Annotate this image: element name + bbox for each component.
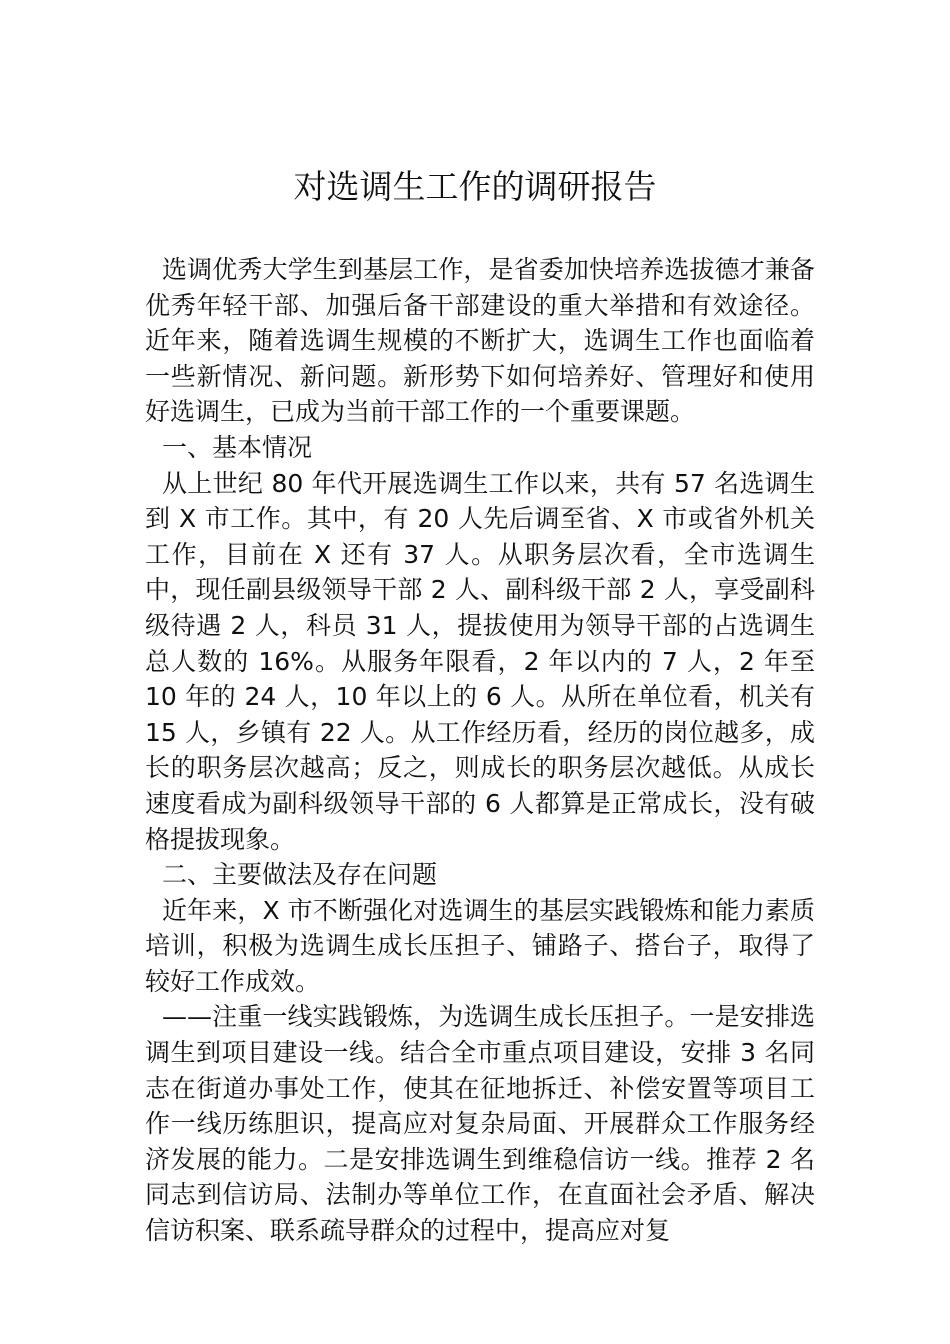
paragraph-intro: 选调优秀大学生到基层工作，是省委加快培养选拔德才兼备优秀年轻干部、加强后备干部建设的重大举措和有效途径。近年来，随着选调生规模的不断扩大，选调生工作也面临着一些新情况、新问题。新形势下如何培养好、管理好和使用好选调生，已成为当前干部工作的一个重要课题。	[145, 255, 815, 427]
paragraph-basic-situation: 从上世纪 80 年代开展选调生工作以来，共有 57 名选调生到 X 市工作。其中，有 20 人先后调至省、X 市或省外机关工作，目前在 X 还有 37 人。从职务层次看，全市选调生中，现任副县级领导干部 2 人、副科级干部 2 人，享受副科级待遇 2 人，科员 31 人，提拔使用为领导干部的占选调生总人数的 16%。从服务年限看，2 年以内的 7 人，2 年至 10 年的 24 人，10 年以上的 6 人。从所在单位看，机关有 15 人，乡镇有 22 人。从工作经历看，经历的岗位越多，成长的职务层次越高；反之，则成长的职务层次越低。从成长速度看成为副科级领导干部的 6 人都算是正常成长，没有破格提拔现象。	[145, 468, 815, 854]
paragraph-frontline-practice: ——注重一线实践锻炼，为选调生成长压担子。一是安排选调生到项目建设一线。结合全市重点项目建设，安排 3 名同志在街道办事处工作，使其在征地拆迁、补偿安置等项目工作一线历练胆识，提高应对复杂局面、开展群众工作服务经济发展的能力。二是安排选调生到维稳信访一线。推荐 2 名同志到信访局、法制办等单位工作，在直面社会矛盾、解决信访积案、联系疏导群众的过程中，提高应对复	[145, 1002, 815, 1246]
paragraph-practices-intro: 近年来，X 市不断强化对选调生的基层实践锻炼和能力素质培训，积极为选调生成长压担子、铺路子、搭台子，取得了较好工作成效。	[145, 895, 815, 996]
document-title: 对选调生工作的调研报告	[293, 167, 657, 206]
section-heading-basic-situation: 一、基本情况	[162, 432, 313, 462]
document-body	[145, 252, 815, 1249]
section-heading-practices-problems: 二、主要做法及存在问题	[162, 860, 438, 890]
